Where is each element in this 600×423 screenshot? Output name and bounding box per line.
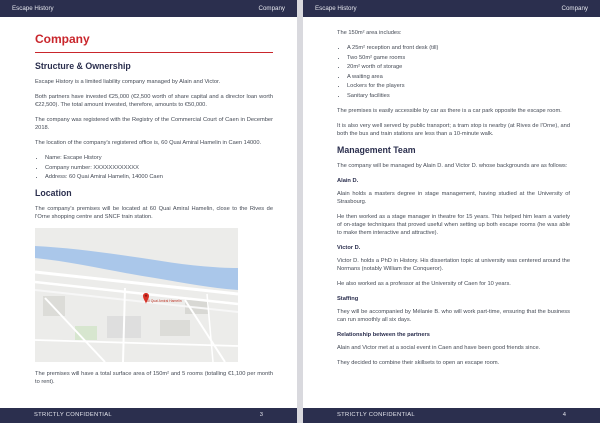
footer-confidential: STRICTLY CONFIDENTIAL [337,412,415,418]
paragraph: The company was registered with the Registry of the Commercial Court of Caen in December 2018. [35,117,273,131]
paragraph: They will be accompanied by Mélanie B. who will work part-time, ensuring that the business can run smoothly all six days. [337,308,570,323]
paragraph: He then worked as a stage manager in theatre for 15 years. This helped him learn a variety of on-stage techniques that proved useful when setting up both escape rooms (he was able to make them interactive and attractive). [337,213,570,236]
company-details-list [35,154,273,181]
paragraph: Both partners have invested €25,000 (€2,500 worth of share capital and a director loan worth €22,500). The total amount invested, therefore, amounts to €50,000. [35,94,273,108]
header-doc-title: Escape History [315,5,357,12]
header-doc-title: Escape History [12,5,54,12]
paragraph: Escape History is a limited liability company managed by Alain and Victor. [35,79,221,85]
page-number: 4 [562,412,566,418]
list-item: • Two 50m² game rooms [347,54,570,62]
paragraph: The premises is easily accessible by car as there is a car park opposite the escape room. [337,107,562,114]
paragraph: Victor D. holds a PhD in History. His dissertation topic at university was centered around the Normans (notably William the Conqueror). [337,257,570,272]
page-content [35,17,273,408]
list-item: • A waiting area [347,73,570,81]
section-heading-structure: Structure & Ownership [35,61,131,71]
page-header [303,0,600,17]
page-content [337,29,570,408]
list-item: • 20m² worth of storage [347,63,570,71]
section-heading-management: Management Team [337,144,416,155]
page-header [0,0,297,17]
paragraph: The location of the company's registered office is, 60 Quai Amiral Hamelin in Caen 14000. [35,140,262,146]
paragraph: The company's premises will be located at 60 Quai Amiral Hamelin, close to the Rives de l'Orne shopping centre and SNCF train station. [35,206,273,220]
paragraph: The premises will have a total surface area of 150m² and 5 rooms (totalling €1,100 per month to rent). [35,371,273,385]
paragraph: Alain and Victor met at a social event in Caen and have been good friends since. [337,344,541,351]
list-item: • Company number: XXXXXXXXXXXX [45,164,273,172]
page-title: Company [35,32,90,46]
subheading-alain: Alain D. [337,177,359,184]
paragraph: He also worked as a professor at the University of Caen for 10 years. [337,280,511,287]
title-rule [35,52,273,53]
header-section: Company [258,5,285,12]
area-list [337,44,570,100]
paragraph: The 150m² area includes: [337,30,402,36]
paragraph: They decided to combine their skillsets to open an escape room. [337,359,500,366]
map-graphic [35,228,238,362]
location-map [35,228,238,362]
page-footer [303,408,600,423]
map-pin-label: 60 Quai Amiral Hamelin [146,299,182,303]
list-item: • Sanitary facilities [347,92,570,100]
subheading-staffing: Staffing [337,295,359,302]
page-footer [0,408,297,423]
paragraph: The company will be managed by Alain D. and Victor D. whose backgrounds are as follows: [337,162,568,169]
document-page-3 [0,0,297,423]
subheading-victor: Victor D. [337,244,361,251]
subheading-relationship: Relationship between the partners [337,331,430,338]
list-item: • Address: 60 Quai Amiral Hamelin, 14000 Caen [45,173,273,181]
section-heading-location: Location [35,188,72,198]
list-item: • Name: Escape History [45,154,273,162]
paragraph: It is also very well served by public transport; a tram stop is nearby (at Rives de l'Orne), and both the bus and train stations are less than a 10-minute walk. [337,122,570,137]
header-section: Company [561,5,588,12]
list-item: • Lockers for the players [347,82,570,90]
footer-confidential: STRICTLY CONFIDENTIAL [34,412,112,418]
page-number: 3 [259,412,263,418]
list-item: • A 25m² reception and front desk (till) [347,44,570,52]
paragraph: Alain holds a masters degree in stage management, having studied at the University of Strasbourg. [337,190,570,205]
document-page-4 [303,0,600,423]
